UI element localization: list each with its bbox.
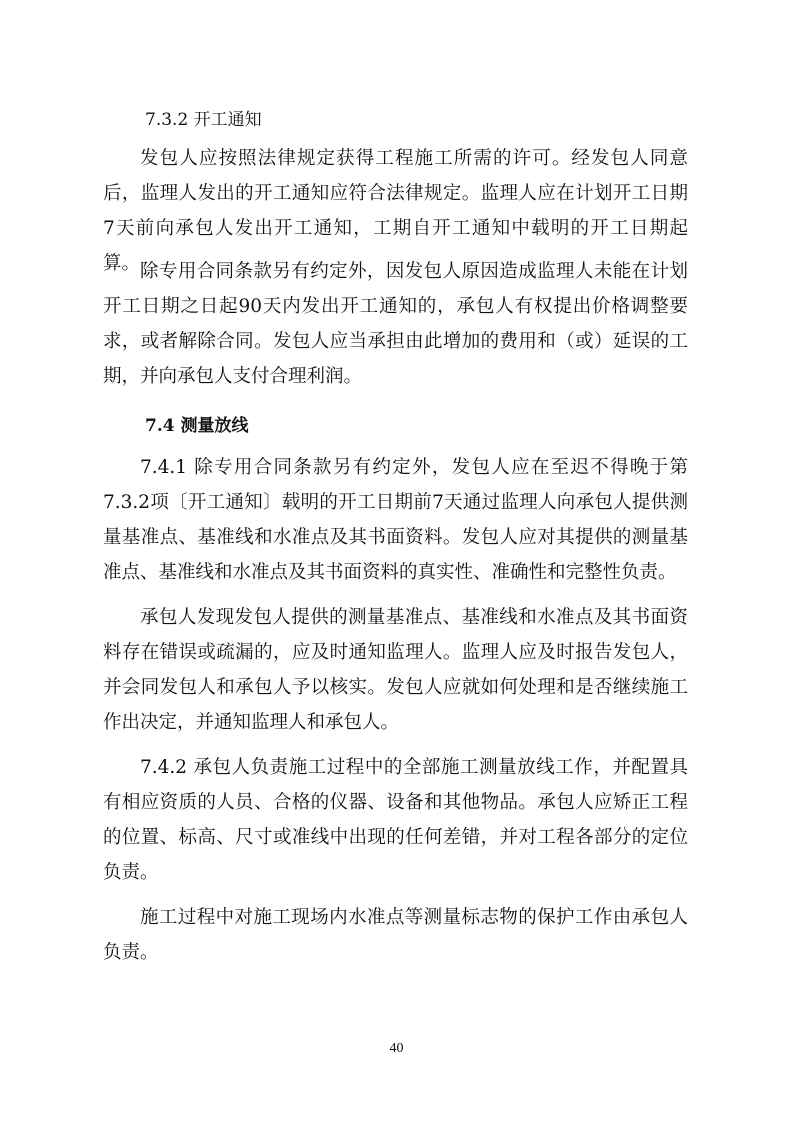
paragraph-delayed-start-notice: 除专用合同条款另有约定外，因发包人原因造成监理人未能在计划开工日期之日起90天内发出开工通知的，承包人有权提出价格调整要求，或者解除合同。发包人应当承担由此增加的费用和（或）延误的工期，并向承包人支付合理利润。 (103, 261, 688, 387)
page-number: 40 (389, 1041, 404, 1056)
section-heading-7-3-2: 7.3.2 开工通知 (145, 110, 262, 130)
paragraph-benchmark-protection: 施工过程中对施工现场内水准点等测量标志物的保护工作由承包人负责。 (103, 907, 688, 963)
paragraph-7-4-1: 7.4.1 除专用合同条款另有约定外，发包人应在至迟不得晚于第7.3.2项〔开工通知〕载明的开工日期前7天通过监理人向承包人提供测量基准点、基准线和水准点及其书面资料。发包人应对其提供的测量基准点、基准线和水准点及其书面资料的真实性、准确性和完整性负责。 (103, 457, 688, 583)
paragraph-errors-in-survey-data: 承包人发现发包人提供的测量基准点、基准线和水准点及其书面资料存在错误或疏漏的，应及时通知监理人。监理人应及时报告发包人，并会同发包人和承包人予以核实。发包人应就如何处理和是否继续施工作出决定，并通知监理人和承包人。 (103, 607, 688, 733)
paragraph-permit-and-notice: 发包人应按照法律规定获得工程施工所需的许可。经发包人同意后，监理人发出的开工通知应符合法律规定。监理人应在计划开工日期7天前向承包人发出开工通知，工期自开工通知中载明的开工日期起算。 (103, 148, 688, 274)
section-heading-7-4: 7.4 测量放线 (145, 416, 249, 436)
paragraph-7-4-2: 7.4.2 承包人负责施工过程中的全部施工测量放线工作，并配置具有相应资质的人员、合格的仪器、设备和其他物品。承包人应矫正工程的位置、标高、尺寸或准线中出现的任何差错，并对工程各部分的定位负责。 (103, 757, 688, 883)
